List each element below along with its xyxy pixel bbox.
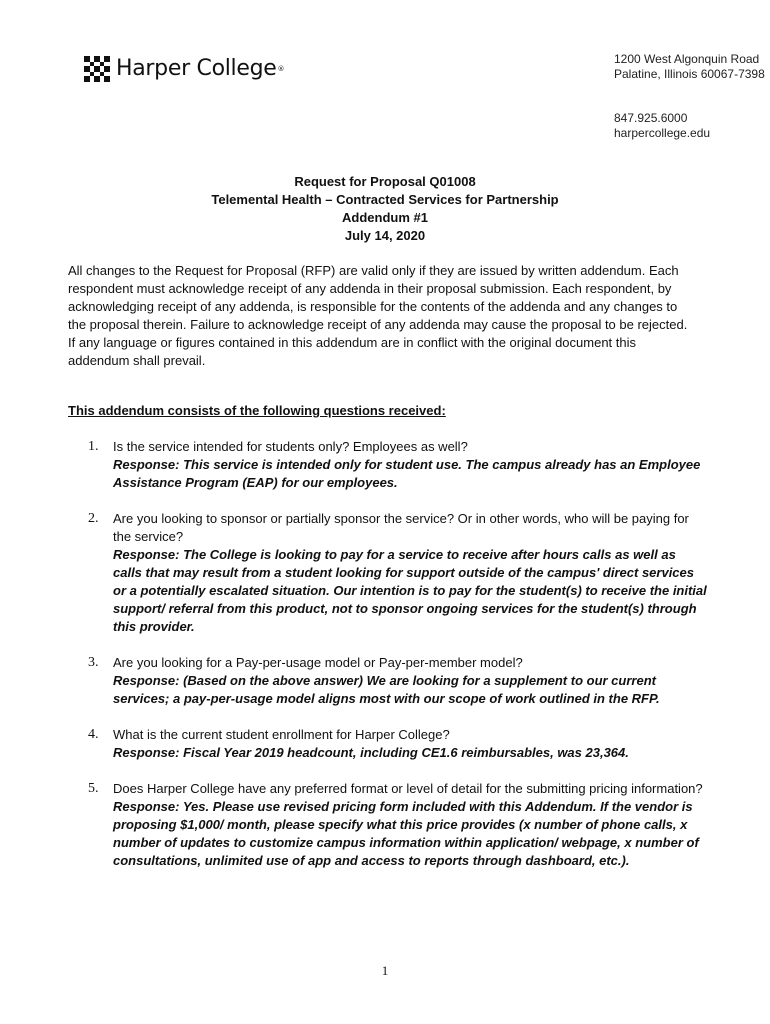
response-text: Response: Fiscal Year 2019 headcount, including CE1.6 reimbursables, was 23,364. xyxy=(113,745,629,760)
title-rfp-number: Request for Proposal Q01008 xyxy=(294,174,476,189)
address-line-1: 1200 West Algonquin Road xyxy=(614,52,760,66)
logo-wordmark: Harper College® xyxy=(116,56,285,81)
harper-logo-mark-icon xyxy=(84,56,110,82)
response-text: Response: The College is looking to pay for a service to receive after hours calls as well as calls that may result from a student looking for support outside of the campus' direct services or a potentially escalated situation. Our intention is to pay for the student(s) to receive the initial support/ referral from this product, not to sponsor ongoing services for the student(s) through this provider. xyxy=(113,547,707,634)
college-address xyxy=(614,52,765,82)
questions-list xyxy=(68,438,708,888)
response-text: Response: Yes. Please use revised pricing form included with this Addendum. If the vendor is proposing $1,000/ month, please specify what this price provides (x number of phone calls, x number of updates to customize campus information within application/ webpage, x number of consultations, unlimited use of app and access to reports through dashboard, etc.). xyxy=(113,799,699,868)
section-heading: This addendum consists of the following questions received: xyxy=(68,403,446,418)
question-item xyxy=(68,726,708,762)
document-title xyxy=(0,173,770,245)
harper-college-logo xyxy=(84,56,284,82)
question-text: Are you looking for a Pay-per-usage model or Pay-per-member model? xyxy=(113,655,523,670)
question-item xyxy=(68,780,708,870)
intro-paragraph: All changes to the Request for Proposal (RFP) are valid only if they are issued by written addendum. Each respondent must acknowledge receipt of any addenda in their proposal submission. Each respondent, by acknowledging receipt of any addenda, is responsible for the contents of the addenda and any changes to the proposal therein. Failure to acknowledge receipt of any addenda may cause the proposal to be rejected. If any language or figures contained in this addendum are in conflict with the original document this addendum shall prevail. xyxy=(68,263,688,368)
title-subject: Telemental Health – Contracted Services for Partnership xyxy=(211,192,559,207)
phone-number: 847.925.6000 xyxy=(614,111,688,125)
question-number: 3. xyxy=(88,655,99,670)
registered-mark: ® xyxy=(277,65,285,73)
address-line-2: Palatine, Illinois 60067-7398 xyxy=(614,67,765,81)
question-number: 4. xyxy=(88,727,99,742)
question-number: 1. xyxy=(88,439,99,454)
question-number: 2. xyxy=(88,511,99,526)
question-item xyxy=(68,510,708,636)
college-contact xyxy=(614,111,710,141)
website: harpercollege.edu xyxy=(614,126,711,140)
question-number: 5. xyxy=(88,781,99,796)
title-addendum: Addendum #1 xyxy=(342,210,428,225)
title-date: July 14, 2020 xyxy=(344,228,426,243)
page-number: 1 xyxy=(381,963,389,978)
question-item xyxy=(68,654,708,708)
question-text: What is the current student enrollment for Harper College? xyxy=(113,727,450,742)
response-text: Response: (Based on the above answer) We are looking for a supplement to our current services; a pay-per-usage model aligns most with our scope of work outlined in the RFP. xyxy=(113,673,660,706)
question-item xyxy=(68,438,708,492)
question-text: Does Harper College have any preferred format or level of detail for the submitting pricing information? xyxy=(113,781,703,796)
question-text: Are you looking to sponsor or partially sponsor the service? Or in other words, who will be paying for the service? xyxy=(113,511,689,544)
question-text: Is the service intended for students only? Employees as well? xyxy=(113,439,468,454)
response-text: Response: This service is intended only for student use. The campus already has an Employee Assistance Program (EAP) for our employees. xyxy=(113,457,701,490)
